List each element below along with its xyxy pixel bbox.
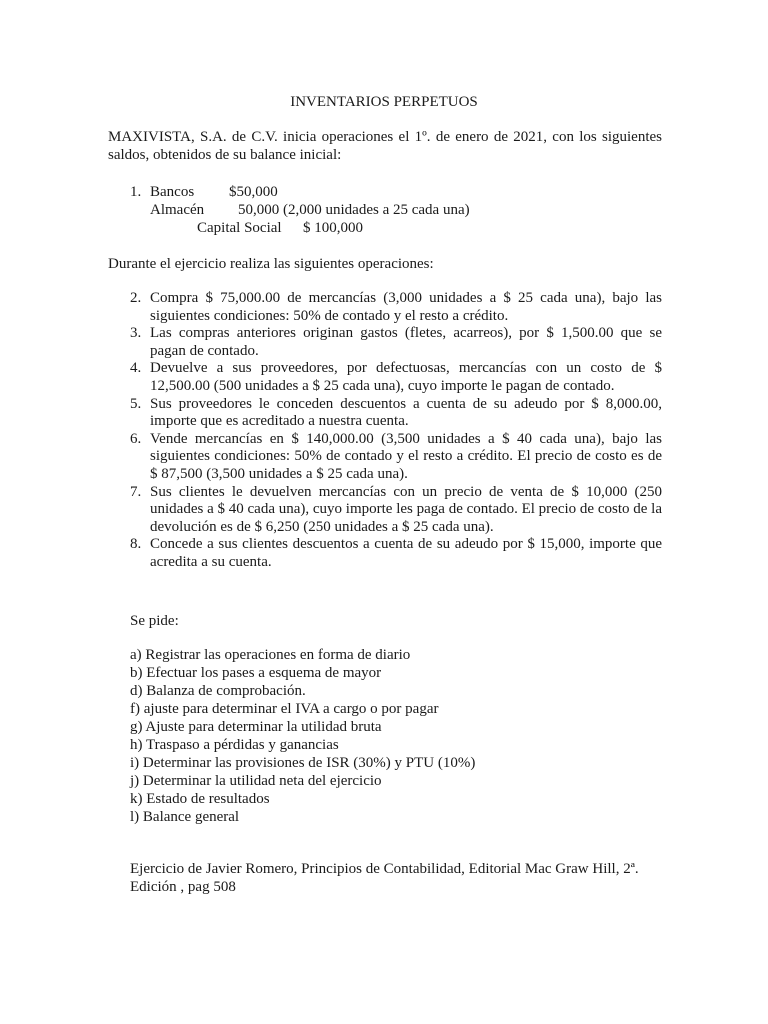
operations-intro: Durante el ejercicio realiza las siguientes operaciones: bbox=[108, 256, 434, 272]
operation-item bbox=[130, 396, 662, 431]
operations-list bbox=[130, 290, 662, 572]
balance-number: 1. bbox=[130, 184, 142, 200]
requirement-item: g) Ajuste para determinar la utilidad bruta bbox=[130, 719, 382, 735]
requirement-item: h) Traspaso a pérdidas y ganancias bbox=[130, 737, 339, 753]
opening-balance-list bbox=[130, 183, 670, 237]
operation-text: Sus proveedores le conceden descuentos a cuenta de su adeudo por $ 8,000.00, importe que es acreditado a nuestra cuenta. bbox=[150, 395, 662, 430]
operation-text: Devuelve a sus proveedores, por defectuosas, mercancías con un costo de $ 12,500.00 (500 unidades a $ 25 cada una), cuyo importe le pagan de contado. bbox=[150, 360, 662, 394]
operation-number: 7. bbox=[130, 483, 142, 500]
operation-item bbox=[130, 484, 662, 537]
almacen-amount: 50,000 (2,000 unidades a 25 cada una) bbox=[238, 202, 470, 218]
bancos-amount: $50,000 bbox=[229, 184, 278, 200]
bancos-label: Bancos bbox=[150, 184, 195, 200]
operation-number: 3. bbox=[130, 325, 142, 342]
operation-text: Concede a sus clientes descuentos a cuenta de su adeudo por $ 15,000, importe que acredita a su cuenta. bbox=[150, 536, 662, 570]
balance-line-bancos bbox=[130, 183, 670, 201]
requirements-heading: Se pide: bbox=[130, 613, 179, 629]
source-citation: Ejercicio de Javier Romero, Principios de Contabilidad, Editorial Mac Graw Hill, 2ª. Edición , pag 508 bbox=[130, 861, 639, 895]
capital-label: Capital Social bbox=[197, 220, 282, 236]
requirement-item: a) Registrar las operaciones en forma de diario bbox=[130, 647, 411, 663]
operation-text: Compra $ 75,000.00 de mercancías (3,000 unidades a $ 25 cada una), bajo las siguientes condiciones: 50% de contado y el resto a crédito. bbox=[150, 290, 662, 324]
operation-number: 5. bbox=[130, 395, 142, 412]
capital-amount: $ 100,000 bbox=[303, 220, 363, 236]
operation-text: Las compras anteriores originan gastos (fletes, acarreos), por $ 1,500.00 que se pagan de contado. bbox=[150, 325, 662, 359]
operation-item bbox=[130, 325, 662, 360]
operation-item bbox=[130, 431, 662, 484]
requirement-item: f) ajuste para determinar el IVA a cargo o por pagar bbox=[130, 701, 439, 717]
operation-number: 6. bbox=[130, 430, 142, 447]
operation-text: Vende mercancías en $ 140,000.00 (3,500 unidades a $ 40 cada una), bajo las siguientes condiciones: 50% de contado y el resto a crédito. El precio de costo es de $ 87,500 (3,500 unidades a $ 25 cada una). bbox=[150, 430, 662, 482]
requirement-item: d) Balanza de comprobación. bbox=[130, 683, 306, 699]
operation-number: 2. bbox=[130, 290, 142, 306]
requirement-item: k) Estado de resultados bbox=[130, 791, 270, 807]
operation-text: Sus clientes le devuelven mercancías con un precio de venta de $ 10,000 (250 unidades a $ 40 cada una), cuyo importe les paga de contado. El precio de costo de la devolución es de $ 6,250 (250 unidades a $ 25 cada una). bbox=[150, 483, 662, 535]
balance-line-almacen bbox=[130, 201, 670, 219]
requirement-item: l) Balance general bbox=[130, 809, 240, 825]
operation-number: 8. bbox=[130, 536, 142, 553]
requirements-list bbox=[130, 646, 630, 826]
requirement-item: b) Efectuar los pases a esquema de mayor bbox=[130, 665, 382, 681]
balance-line-capital bbox=[130, 219, 670, 237]
document-title: INVENTARIOS PERPETUOS bbox=[290, 94, 478, 110]
requirement-item: j) Determinar la utilidad neta del ejercicio bbox=[130, 773, 382, 789]
intro-paragraph: MAXIVISTA, S.A. de C.V. inicia operaciones el 1º. de enero de 2021, con los siguientes saldos, obtenidos de su balance inicial: bbox=[108, 129, 662, 163]
operation-item bbox=[130, 536, 662, 571]
operation-item bbox=[130, 360, 662, 395]
almacen-label: Almacén bbox=[150, 202, 205, 218]
operation-item bbox=[130, 290, 662, 325]
operation-number: 4. bbox=[130, 360, 142, 377]
requirement-item: i) Determinar las provisiones de ISR (30%) y PTU (10%) bbox=[130, 755, 476, 771]
